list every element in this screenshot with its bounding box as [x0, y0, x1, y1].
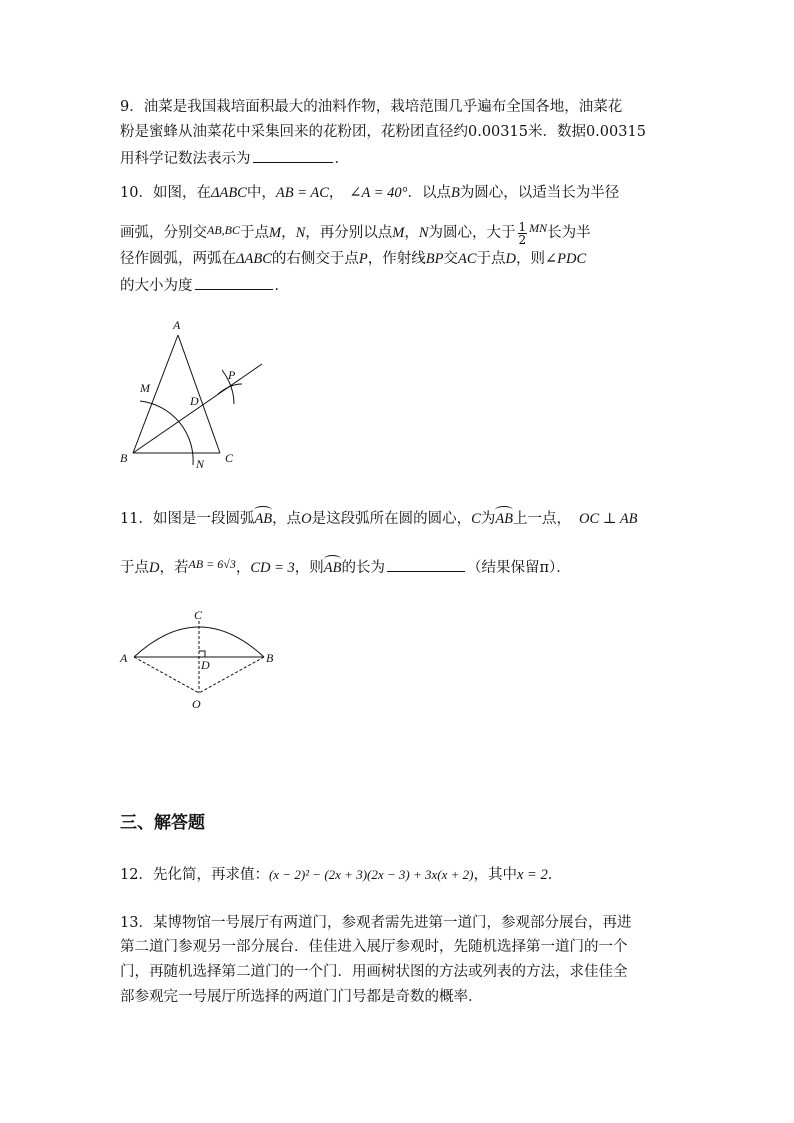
q11-arc-ab: AB	[254, 511, 273, 527]
label-b: B	[120, 451, 128, 465]
q10-angle: ∠A = 40°	[349, 185, 408, 201]
q10-fraction-denominator: 2	[518, 232, 527, 247]
ray-bp	[133, 364, 262, 453]
q9-line-1: 9．油菜是我国栽培面积最大的油料作物，栽培范围几乎遍布全国各地，油菜花	[120, 99, 623, 115]
q10-text: ．以点	[407, 185, 451, 201]
label-d: D	[190, 394, 199, 408]
label-p: P	[228, 368, 236, 382]
q11-text: 为	[480, 511, 496, 527]
q11-perpendicular: OC ⊥ AB	[579, 511, 638, 527]
q13-line-1: 13．某博物馆一号展厅有两道门，参观者需先进第一道门，参观部分展台，再进	[120, 915, 632, 931]
q11-line-2	[120, 554, 571, 578]
q10-angle: ∠PDC	[545, 251, 587, 267]
q11-text: ，则	[294, 560, 324, 576]
q12-text: 12．先化简，再求值：	[120, 867, 269, 883]
q10-point: N	[418, 225, 429, 241]
q10-text: ．	[274, 278, 289, 294]
q11-text: 于点	[120, 560, 149, 576]
q11-point: O	[301, 511, 312, 527]
q12-expression: (x − 2)² − (2x + 3)(2x − 3) + 3x(x + 2)	[268, 867, 474, 882]
q13-line-3: 门，再随机选择第二道门的一个门．用画树状图的方法或列表的方法，求佳佳全	[120, 964, 628, 980]
q11-text: ，若	[159, 560, 189, 576]
q10-point: P	[358, 251, 368, 267]
q9-line-2: 粉是蜜蜂从油菜花中采集回来的花粉团，花粉团直径约0.00315米．数据0.00315	[120, 124, 646, 140]
q10-triangle: ΔABC	[210, 185, 247, 201]
q10-line-2	[120, 218, 591, 246]
q10-text: 的大小为度	[120, 278, 193, 294]
q10-text: 长为半	[547, 225, 591, 241]
label-n: N	[196, 457, 205, 471]
q10-sides: AB,BC	[207, 223, 240, 237]
q12-text: ．	[547, 867, 563, 883]
q9-line-3	[120, 147, 349, 169]
q10-answer-blank	[195, 274, 273, 290]
q10-point: B	[450, 185, 460, 201]
q13-line-4: 部参观完一号展厅所选择的两道门门号都是奇数的概率．	[120, 989, 483, 1005]
q11-text: （结果保留π）．	[466, 560, 571, 576]
q10-point: D	[505, 251, 516, 267]
q9-line-3-suffix: ．	[334, 151, 349, 167]
q10-line-4	[120, 274, 289, 296]
q10-text: 于点	[476, 251, 506, 267]
q10-line-3	[120, 249, 586, 269]
q10-text: 为圆心，大于	[428, 225, 516, 241]
label-a: A	[120, 651, 128, 665]
q11-text: ，点	[272, 511, 302, 527]
q11-text: 上一点，	[513, 511, 572, 527]
q9-line-3-prefix: 用科学记数法表示为	[120, 151, 251, 167]
q10-line-1	[120, 183, 619, 203]
q11-line-1	[120, 509, 638, 529]
label-c: C	[225, 451, 234, 465]
q11-text: 的长为	[341, 560, 385, 576]
q10-point: M	[392, 225, 405, 241]
q10-point: N	[295, 225, 306, 241]
q10-text: ，再分别以点	[305, 225, 393, 241]
arc-mn	[140, 401, 193, 465]
q11-figure	[115, 605, 285, 715]
q10-text: ，	[404, 225, 419, 241]
q11-arc-ab: AB	[323, 560, 342, 576]
label-b: B	[266, 651, 274, 665]
q11-arc-ab: AB	[495, 511, 514, 527]
label-d: D	[201, 658, 210, 672]
label-a: A	[173, 318, 181, 332]
q10-triangle: ΔABC	[236, 251, 272, 267]
q10-fraction	[518, 221, 528, 246]
q10-text: 于点	[240, 225, 269, 241]
q11-text: 11．如图是一段圆弧	[120, 511, 255, 527]
q12-text: ，其中	[473, 867, 517, 883]
q10-text: ，作射线	[367, 251, 426, 267]
q11-ab-value: AB = 6√3	[188, 557, 236, 571]
q10-figure	[110, 310, 280, 475]
q10-point: M	[269, 225, 282, 241]
q12-condition: x = 2	[516, 867, 548, 883]
q10-text: ，	[328, 185, 344, 201]
q10-text: 的右侧交于点	[271, 251, 359, 267]
label-o: O	[192, 697, 201, 711]
section-heading: 三、解答题	[120, 813, 205, 833]
label-m: M	[140, 381, 150, 395]
q11-text: ，	[235, 560, 251, 576]
q9-answer-blank	[253, 147, 333, 163]
side-ac	[178, 335, 220, 453]
q11-answer-blank	[387, 556, 465, 572]
segment-oa	[134, 657, 199, 693]
q10-fraction-numerator: 1	[518, 219, 527, 234]
q13-line-2: 第二道门参观另一部分展台．佳佳进入展厅参观时，先随机选择第一道门的一个	[120, 939, 628, 955]
q10-text: ，则	[516, 251, 545, 267]
q10-text: 画弧，分别交	[120, 225, 207, 241]
right-angle-mark	[199, 651, 205, 657]
q10-equation: AB = AC	[275, 185, 329, 201]
q11-point: D	[149, 560, 160, 576]
q11-text: 是这段弧所在圆的圆心，	[311, 511, 472, 527]
q10-text: 交	[443, 251, 458, 267]
q10-ray: BP	[425, 251, 444, 267]
q10-text: 中，	[246, 185, 276, 201]
q10-segment: MN	[529, 221, 548, 235]
q10-text: 径作圆弧，两弧在	[120, 251, 236, 267]
label-c: C	[194, 608, 203, 622]
q10-text: 10．如图，在	[120, 185, 211, 201]
q11-cd-value: CD = 3	[250, 560, 295, 576]
q11-point: C	[471, 511, 481, 527]
q10-text: 为圆心，以适当长为半径	[459, 185, 620, 201]
q12-line	[120, 865, 562, 885]
q10-segment: AC	[457, 251, 477, 267]
q10-text: ，	[281, 225, 296, 241]
